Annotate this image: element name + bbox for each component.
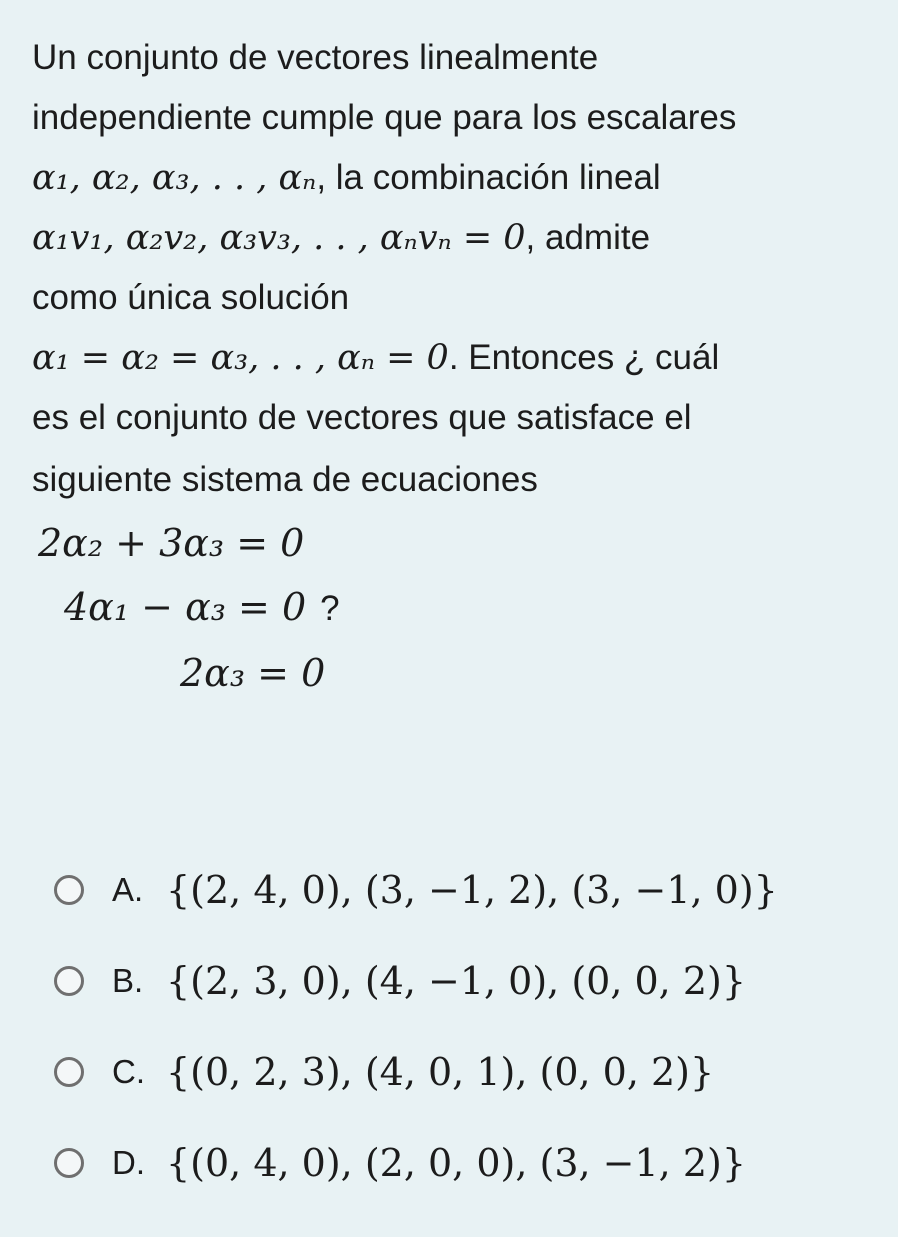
question-line-7: es el conjunto de vectores que satisface el [32,398,692,437]
option-d[interactable] [54,1133,746,1193]
option-d-letter: D. [112,1144,145,1181]
question-line-6 [32,336,719,380]
radio-icon[interactable] [54,1148,84,1178]
scalars-math: α₁, α₂, α₃, . . , αₙ [32,158,317,198]
option-a[interactable] [54,860,778,920]
option-a-value: {(2, 4, 0), (3, −1, 2), (3, −1, 0)} [166,868,778,912]
option-b-value: {(2, 3, 0), (4, −1, 0), (0, 0, 2)} [166,959,747,1003]
option-d-value: {(0, 4, 0), (2, 0, 0), (3, −1, 2)} [166,1141,747,1185]
radio-icon[interactable] [54,1057,84,1087]
equation-3-math: 2α₃ = 0 [180,651,326,695]
question-line-8: siguiente sistema de ecuaciones [32,460,538,499]
equation-2-math: 4α₁ − α₃ = 0 [64,585,307,629]
question-line-1: Un conjunto de vectores linealmente [32,38,599,77]
question-line-3-text: , la combinación lineal [316,158,661,197]
equation-1-math: 2α₂ + 3α₃ = 0 [38,521,305,565]
option-a-letter: A. [112,871,144,908]
linear-combination-math: α₁v₁, α₂v₂, α₃v₃, . . , αₙvₙ = 0 [32,218,526,258]
question-line-2: independiente cumple que para los escalares [32,98,737,137]
question-line-5: como única solución [32,278,350,317]
equation-2-question-mark: ? [320,589,340,628]
radio-icon[interactable] [54,875,84,905]
equation-2 [64,582,340,634]
option-b-letter: B. [112,962,144,999]
option-c-letter: C. [112,1053,145,1090]
equation-1 [38,518,304,568]
radio-icon[interactable] [54,966,84,996]
question-line-6-text: . Entonces ¿ cuál [448,338,720,377]
option-b[interactable] [54,951,746,1011]
option-c[interactable] [54,1042,714,1102]
question-line-4 [32,216,650,260]
trivial-solution-math: α₁ = α₂ = α₃, . . , αₙ = 0 [32,338,449,378]
option-c-value: {(0, 2, 3), (4, 0, 1), (0, 0, 2)} [166,1050,715,1094]
question-line-3 [32,156,661,200]
equation-3 [180,648,325,698]
question-line-4-text: , admite [525,218,651,257]
